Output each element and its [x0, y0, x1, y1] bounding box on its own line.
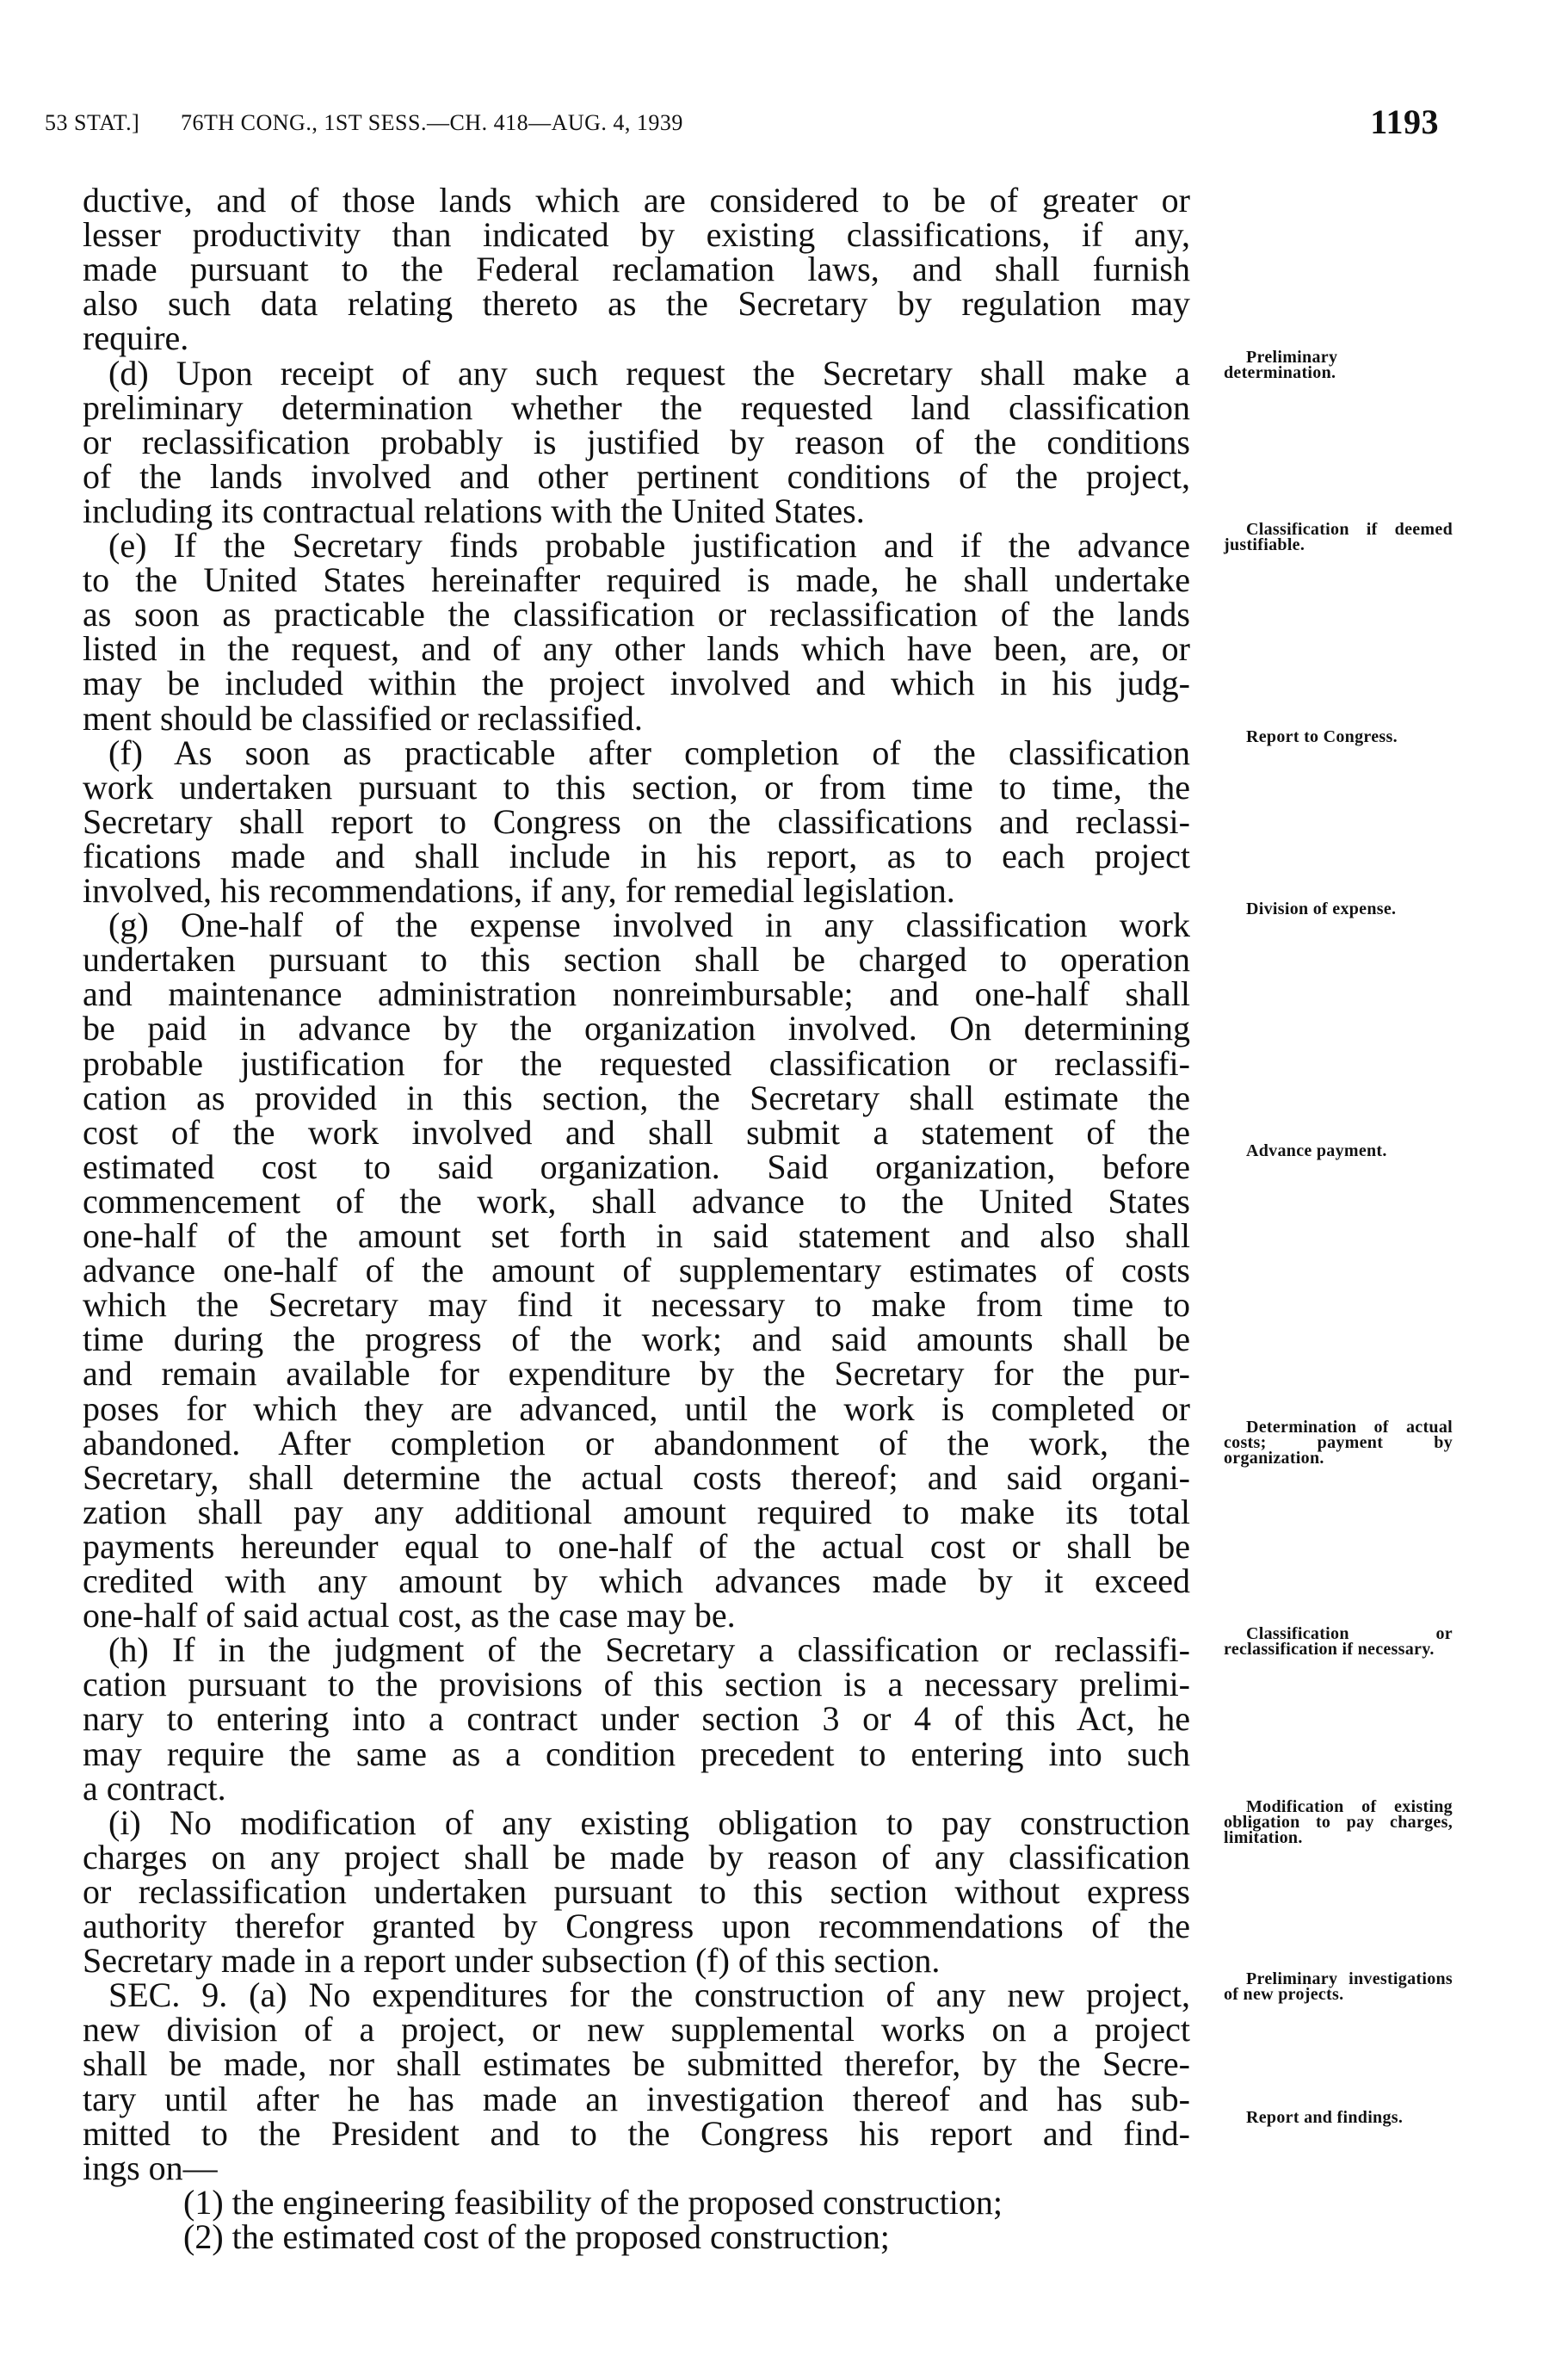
- text-line: (d) Upon receipt of any such request the Secretary shall make a: [108, 353, 1190, 393]
- text-line: involved, his recommendations, if any, for remedial legislation.: [83, 871, 955, 910]
- text-line: a contract.: [83, 1768, 226, 1808]
- text-line: one-half of said actual cost, as the case may be.: [83, 1596, 736, 1635]
- text-line: also such data relating thereto as the Secretary by regulation may: [83, 284, 1190, 324]
- text-line: one-half of the amount set forth in said statement and also shall: [83, 1216, 1190, 1255]
- text-line: (e) If the Secretary finds probable justification and if the advance: [108, 526, 1190, 565]
- text-line: undertaken pursuant to this section shall be charged to operation: [83, 940, 1190, 980]
- text-line: probable justification for the requested classification or reclassifi-: [83, 1043, 1190, 1083]
- text-line: as soon as practicable the classification or reclassification of the lands: [83, 595, 1190, 634]
- text-line: time during the progress of the work; and said amounts shall be: [83, 1320, 1190, 1359]
- text-line: authority therefor granted by Congress upon recommendations of the: [83, 1907, 1190, 1945]
- text-line: nary to entering into a contract under section 3 or 4 of this Act, he: [83, 1699, 1190, 1739]
- text-line: may be included within the project involved and which in his judg-: [83, 664, 1190, 703]
- text-line: new division of a project, or new supplemental works on a project: [83, 2010, 1190, 2049]
- margin-note: Report to Congress.: [1246, 726, 1398, 746]
- text-line: which the Secretary may find it necessary to make from time to: [83, 1285, 1190, 1325]
- text-line: or reclassification undertaken pursuant to this section without express: [83, 1871, 1190, 1911]
- text-line: made pursuant to the Federal reclamation laws, and shall furnish: [83, 250, 1190, 289]
- session-reference: 76TH CONG., 1ST SESS.—CH. 418—AUG. 4, 1939: [181, 110, 683, 135]
- text-line: require.: [83, 318, 189, 358]
- text-line: abandoned. After completion or abandonment of the work, the: [83, 1423, 1190, 1462]
- text-line: (h) If in the judgment of the Secretary a classification or reclassifi-: [108, 1630, 1190, 1670]
- text-line: Secretary, shall determine the actual costs thereof; and said organi-: [83, 1457, 1190, 1497]
- text-line: be paid in advance by the organization involved. On determining: [83, 1009, 1190, 1048]
- text-line: fications made and shall include in his report, as to each project: [83, 836, 1190, 875]
- text-line: and remain available for expenditure by the Secretary for the pur-: [83, 1354, 1190, 1394]
- text-line: Secretary shall report to Congress on the classifications and reclassi-: [83, 801, 1190, 841]
- margin-note: Report and findings.: [1246, 2107, 1404, 2127]
- text-line: cost of the work involved and shall submit a statement of the: [83, 1112, 1190, 1152]
- volume-reference: 53 STAT.]: [45, 110, 140, 135]
- text-line: lesser productivity than indicated by existing classifications, if any,: [83, 215, 1190, 255]
- page-number: 1193: [1370, 102, 1439, 141]
- text-line: of the lands involved and other pertinent conditions of the project,: [83, 456, 1190, 496]
- text-line: or reclassification probably is justified by reason of the conditions: [83, 422, 1190, 461]
- margin-note: Advance payment.: [1246, 1141, 1387, 1160]
- text-line: SEC. 9. (a) No expenditures for the construction of any new project,: [108, 1975, 1190, 2015]
- text-line: preliminary determination whether the requested land classification: [83, 387, 1190, 427]
- text-line: (1) the engineering feasibility of the proposed construction;: [183, 2182, 1003, 2222]
- text-line: ment should be classified or reclassified.: [83, 698, 643, 738]
- margin-note: Division of expense.: [1246, 899, 1397, 919]
- text-line: including its contractual relations with the United States.: [83, 491, 865, 530]
- text-line: (2) the estimated cost of the proposed construction;: [183, 2216, 890, 2256]
- text-line: credited with any amount by which advances made by it exceed: [83, 1561, 1190, 1600]
- margin-note: Determination of actual costs; payment by organization.: [1224, 1417, 1453, 1468]
- text-line: (i) No modification of any existing obligation to pay construction: [108, 1802, 1190, 1842]
- text-line: may require the same as a condition precedent to entering into such: [83, 1734, 1190, 1773]
- text-line: ings on—: [83, 2148, 218, 2187]
- text-line: zation shall pay any additional amount required to make its total: [83, 1492, 1190, 1531]
- margin-note: Preliminary determination.: [1224, 347, 1338, 382]
- margin-note: Classification or reclassification if necessary.: [1224, 1624, 1453, 1660]
- text-line: (g) One-half of the expense involved in any classification work: [108, 906, 1190, 945]
- text-line: charges on any project shall be made by reason of any classification: [83, 1837, 1190, 1876]
- text-line: (f) As soon as practicable after completion of the classification: [108, 733, 1190, 772]
- text-line: mitted to the President and to the Congress his report and find-: [83, 2113, 1190, 2153]
- margin-note: Preliminary investigations of new projects.: [1224, 1969, 1453, 2005]
- text-line: cation as provided in this section, the Secretary shall estimate the: [83, 1078, 1190, 1117]
- text-line: Secretary made in a report under subsection (f) of this section.: [83, 1941, 941, 1981]
- text-line: cation pursuant to the provisions of this section is a necessary prelimi-: [83, 1665, 1190, 1704]
- margin-note: Classification if deemed justifiable.: [1224, 520, 1453, 554]
- text-line: payments hereunder equal to one-half of the actual cost or shall be: [83, 1526, 1190, 1566]
- text-line: shall be made, nor shall estimates be submitted therefor, by the Secre-: [83, 2044, 1190, 2084]
- text-line: ductive, and of those lands which are considered to be of greater or: [83, 181, 1190, 219]
- text-line: estimated cost to said organization. Said organization, before: [83, 1147, 1190, 1186]
- text-line: listed in the request, and of any other lands which have been, are, or: [83, 629, 1190, 669]
- text-line: advance one-half of the amount of supplementary estimates of costs: [83, 1251, 1190, 1290]
- text-line: poses for which they are advanced, until the work is completed or: [83, 1388, 1190, 1428]
- text-line: tary until after he has made an investigation thereof and has sub-: [83, 2079, 1190, 2118]
- margin-note: Modification of existing obligation to pay charges, limitation.: [1224, 1796, 1453, 1847]
- text-line: to the United States hereinafter required is made, he shall undertake: [83, 560, 1190, 600]
- text-line: commencement of the work, shall advance to the United States: [83, 1181, 1190, 1221]
- text-line: and maintenance administration nonreimbursable; and one-half shall: [83, 974, 1190, 1014]
- text-line: work undertaken pursuant to this section, or from time to time, the: [83, 767, 1190, 807]
